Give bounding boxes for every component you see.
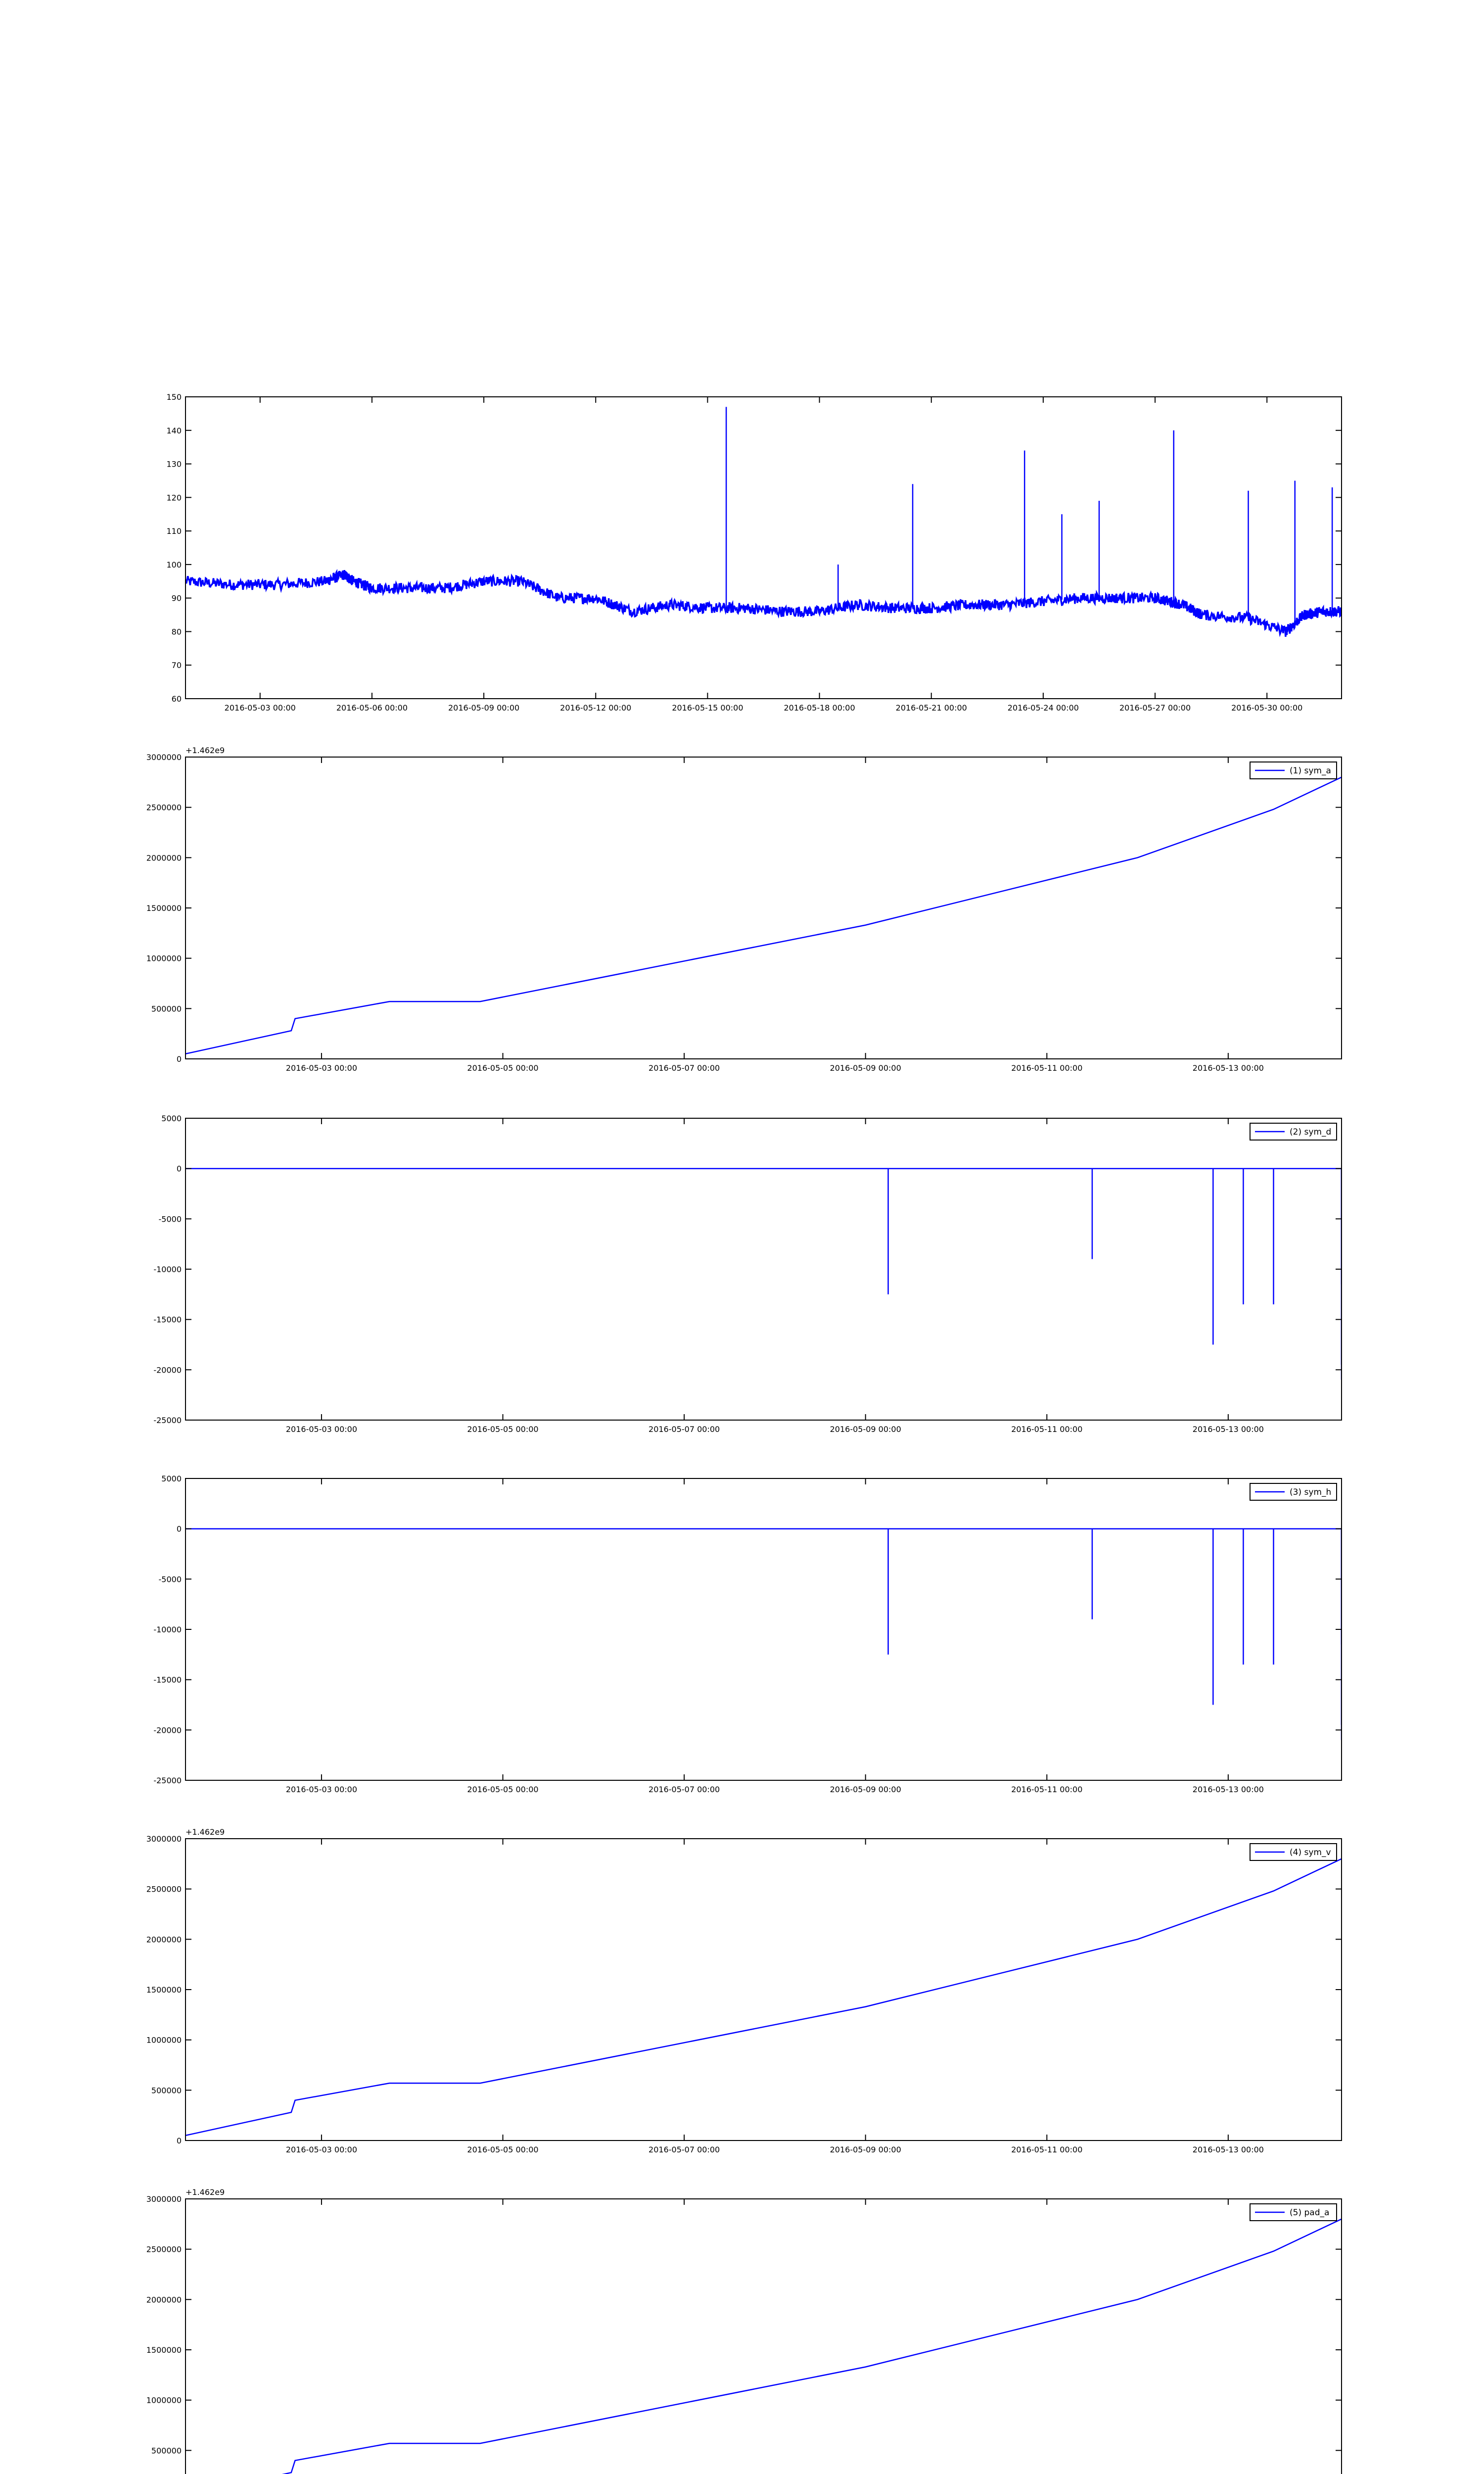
series-line-1	[186, 1859, 1342, 2136]
x-tick-label: 2016-05-05 00:00	[467, 2145, 539, 2154]
y-tick-label: 70	[171, 661, 182, 670]
y-tick-label: 500000	[151, 1004, 182, 1014]
x-tick-label: 2016-05-11 00:00	[1011, 2145, 1083, 2154]
x-tick-label: 2016-05-13 00:00	[1192, 1785, 1264, 1794]
chart-1	[166, 392, 1342, 713]
chart-6	[146, 2188, 1342, 2474]
y-tick-label: 100	[166, 560, 182, 570]
plot-frame	[186, 397, 1342, 699]
chart-5	[146, 1827, 1342, 2154]
x-tick-label: 2016-05-11 00:00	[1011, 1425, 1083, 1434]
y-tick-label: 3000000	[146, 1834, 182, 1844]
y-tick-label: 2000000	[146, 2295, 182, 2305]
offset-label: +1.462e9	[186, 746, 225, 755]
x-tick-label: 2016-05-03 00:00	[224, 703, 296, 713]
x-tick-label: 2016-05-13 00:00	[1192, 1063, 1264, 1073]
x-tick-label: 2016-05-07 00:00	[649, 2145, 720, 2154]
x-tick-label: 2016-05-05 00:00	[467, 1063, 539, 1073]
x-tick-label: 2016-05-03 00:00	[285, 1785, 358, 1794]
y-tick-label: 1000000	[146, 2395, 182, 2405]
y-tick-label: 0	[176, 1054, 182, 1064]
y-tick-label: -10000	[153, 1265, 182, 1274]
y-tick-label: 90	[171, 593, 182, 603]
x-tick-label: 2016-05-11 00:00	[1011, 1785, 1083, 1794]
y-tick-label: 1500000	[146, 904, 182, 913]
series-line-1	[186, 2219, 1342, 2474]
x-tick-label: 2016-05-13 00:00	[1192, 2145, 1264, 2154]
y-tick-label: -20000	[153, 1725, 182, 1735]
legend-label: (3) sym_h	[1290, 1487, 1332, 1497]
y-tick-label: 60	[171, 694, 182, 704]
x-tick-label: 2016-05-03 00:00	[285, 2145, 358, 2154]
y-tick-label: 0	[176, 2136, 182, 2145]
chart-3	[153, 1114, 1342, 1434]
x-tick-label: 2016-05-27 00:00	[1119, 703, 1191, 713]
x-tick-label: 2016-05-05 00:00	[467, 1425, 539, 1434]
x-tick-label: 2016-05-07 00:00	[649, 1425, 720, 1434]
x-tick-label: 2016-05-03 00:00	[285, 1063, 358, 1073]
legend-label: (5) pad_a	[1290, 2208, 1330, 2218]
y-tick-label: 1000000	[146, 953, 182, 963]
y-tick-label: -25000	[153, 1776, 182, 1785]
y-tick-label: 1500000	[146, 2345, 182, 2355]
x-tick-label: 2016-05-07 00:00	[649, 1063, 720, 1073]
x-tick-label: 2016-05-09 00:00	[830, 1785, 901, 1794]
x-tick-label: 2016-05-09 00:00	[830, 2145, 901, 2154]
legend-label: (2) sym_d	[1290, 1127, 1332, 1137]
y-tick-label: 3000000	[146, 2194, 182, 2204]
y-tick-label: -10000	[153, 1625, 182, 1634]
y-tick-label: 1000000	[146, 2035, 182, 2045]
x-tick-label: 2016-05-18 00:00	[784, 703, 855, 713]
plot-frame	[186, 757, 1342, 1059]
x-tick-label: 2016-05-07 00:00	[649, 1785, 720, 1794]
y-tick-label: 2500000	[146, 1884, 182, 1894]
y-tick-label: -5000	[158, 1214, 182, 1224]
y-tick-label: -20000	[153, 1365, 182, 1375]
y-tick-label: 0	[176, 1164, 182, 1174]
y-tick-label: 130	[166, 459, 182, 469]
y-tick-label: 500000	[151, 2086, 182, 2095]
x-tick-label: 2016-05-24 00:00	[1007, 703, 1079, 713]
y-tick-label: 5000	[161, 1474, 182, 1483]
offset-label: +1.462e9	[186, 2188, 225, 2197]
legend	[1250, 2204, 1337, 2221]
plot-frame	[186, 1118, 1342, 1420]
offset-label: +1.462e9	[186, 1827, 225, 1837]
y-tick-label: 80	[171, 627, 182, 637]
y-tick-label: 1500000	[146, 1985, 182, 1995]
legend	[1250, 1844, 1337, 1860]
y-tick-label: 0	[176, 1524, 182, 1534]
y-tick-label: 2500000	[146, 803, 182, 812]
plot-frame	[186, 1839, 1342, 2141]
y-tick-label: 2000000	[146, 853, 182, 863]
x-tick-label: 2016-05-11 00:00	[1011, 1063, 1083, 1073]
chart-4	[153, 1474, 1342, 1794]
y-tick-label: -25000	[153, 1416, 182, 1425]
y-tick-label: -5000	[158, 1574, 182, 1584]
x-tick-label: 2016-05-06 00:00	[336, 703, 408, 713]
series-line-1	[186, 570, 1342, 637]
y-tick-label: 120	[166, 493, 182, 503]
x-tick-label: 2016-05-09 00:00	[830, 1425, 901, 1434]
legend	[1250, 1483, 1337, 1500]
legend-label: (1) sym_a	[1290, 766, 1331, 776]
y-tick-label: 110	[166, 526, 182, 536]
x-tick-label: 2016-05-13 00:00	[1192, 1425, 1264, 1434]
y-tick-label: 5000	[161, 1114, 182, 1123]
y-tick-label: 500000	[151, 2446, 182, 2456]
y-tick-label: 2000000	[146, 1935, 182, 1945]
plot-frame	[186, 2199, 1342, 2474]
y-tick-label: 150	[166, 392, 182, 402]
series-line-1	[186, 777, 1342, 1054]
x-tick-label: 2016-05-09 00:00	[830, 1063, 901, 1073]
y-tick-label: -15000	[153, 1675, 182, 1685]
x-tick-label: 2016-05-30 00:00	[1231, 703, 1303, 713]
y-tick-label: 2500000	[146, 2244, 182, 2254]
legend-label: (4) sym_v	[1290, 1848, 1331, 1857]
chart-2	[146, 746, 1342, 1073]
plot-frame	[186, 1478, 1342, 1780]
x-tick-label: 2016-05-21 00:00	[895, 703, 967, 713]
y-tick-label: 3000000	[146, 753, 182, 762]
x-tick-label: 2016-05-05 00:00	[467, 1785, 539, 1794]
x-tick-label: 2016-05-15 00:00	[672, 703, 743, 713]
legend	[1250, 1123, 1337, 1140]
y-tick-label: 140	[166, 426, 182, 435]
y-tick-label: -15000	[153, 1315, 182, 1325]
x-tick-label: 2016-05-09 00:00	[448, 703, 520, 713]
x-tick-label: 2016-05-12 00:00	[560, 703, 632, 713]
x-tick-label: 2016-05-03 00:00	[285, 1425, 358, 1434]
legend	[1250, 762, 1337, 779]
